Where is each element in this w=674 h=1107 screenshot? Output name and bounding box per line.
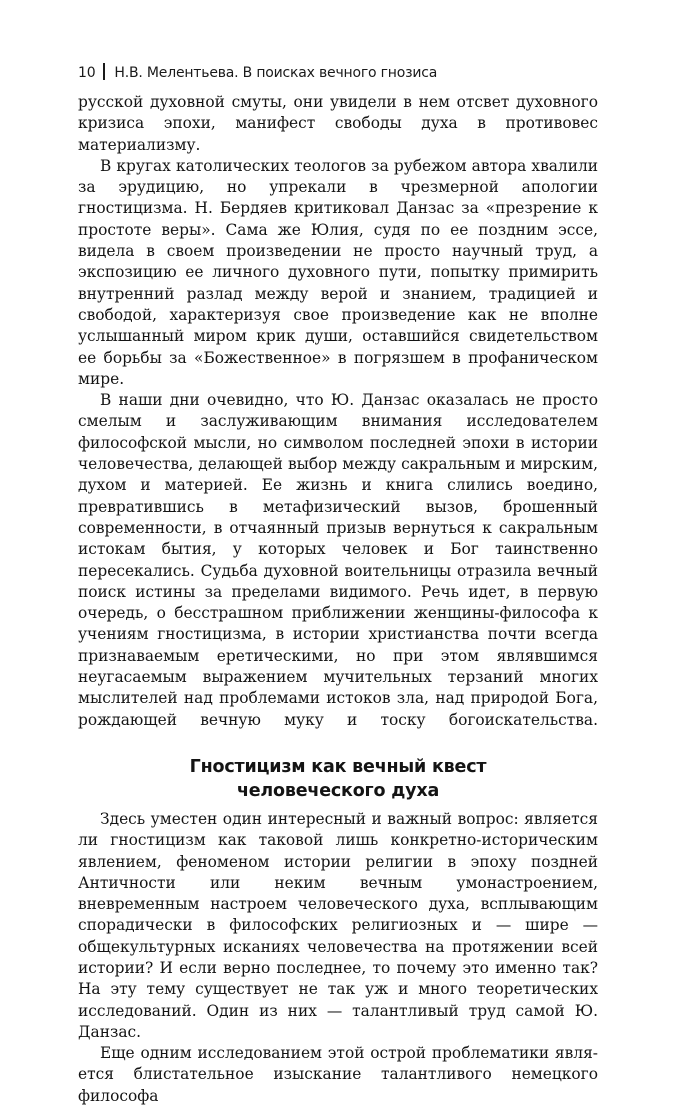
paragraph-continued: русской духовной смуты, они увидели в нем отсвет духовного кризиса эпохи, манифест свободы духа в противовес материализму. [78, 93, 598, 154]
paragraph-question: Здесь уместен один интересный и важный вопрос: является ли гностицизм как таковой лишь конкретно-историческим явлением, феноменом истории религии в эпоху поздней Античности или неким вечным умонастроением, вневременным настроем человеческого духа, всплывающим спорадически в философских религиозных и — шире — общекультурных исканиях человечества на протяжении всей истории? И если верно последнее, то почему это именно так? На эту тему существует не так уж и много теоретических исследований. Один из них — талантливый труд самой Ю. Данзас. [78, 809, 598, 1041]
body-text [78, 92, 598, 1107]
section-heading-line-1: Гностицизм как вечный квест [189, 756, 487, 777]
running-title: Н.В. Мелентьева. В поисках вечного гнозиса [114, 65, 438, 81]
section-heading [78, 755, 598, 803]
paragraph-catholic-theologians: В кругах католических теологов за рубежом автора хвалили за эрудицию, но упрекали в чрезмерной апологии гностицизма. Н. Бердяев критиковал Данзас за «презрение к простоте веры». Сама же Юлия, судя по ее поздним эссе, видела в своем произведении не просто научный труд, а экспозицию ее личного духовного пути, попытку примирить внутренний разлад между верой и знанием, традицией и свободой, характеризуя свое произведение как не вполне услышанный миром крик души, оставшийся свидетельством ее борьбы за «Божественное» в погрязшем в профаническом мире. [78, 156, 598, 388]
running-header [78, 62, 598, 84]
header-separator [103, 63, 105, 80]
page-number: 10 [78, 65, 96, 81]
paragraph-another-study: Еще одним исследованием этой острой проблематики является блистательное изыскание талантливого немецкого философа [78, 1044, 598, 1105]
paragraph-our-days: В наши дни очевидно, что Ю. Данзас оказалась не просто смелым и заслуживающим внимания исследователем философской мысли, но символом последней эпохи в истории человечества, делающей выбор между сакральным и мирским, духом и материей. Ее жизнь и книга слились воедино, превратившись в метафизический вызов, брошенный современности, в отчаянный призыв вернуться к сакральным истокам бытия, у которых человек и Бог таинственно пересекались. Судьба духовной воительницы отразила вечный поиск истины за пределами видимого. Речь идет, в первую очередь, о бесстрашном приближении женщины-философа к учениям гностицизма, в истории христианства почти всегда признаваемым еретическими, но при этом являвшимся неугасаемым выражением мучительных терзаний многих мыслителей над проблемами истоков зла, над природой Бога, рождающей вечную муку и тоску богоискательства. [78, 391, 598, 729]
book-page [78, 62, 598, 1107]
section-heading-line-2: человеческого духа [236, 780, 440, 801]
